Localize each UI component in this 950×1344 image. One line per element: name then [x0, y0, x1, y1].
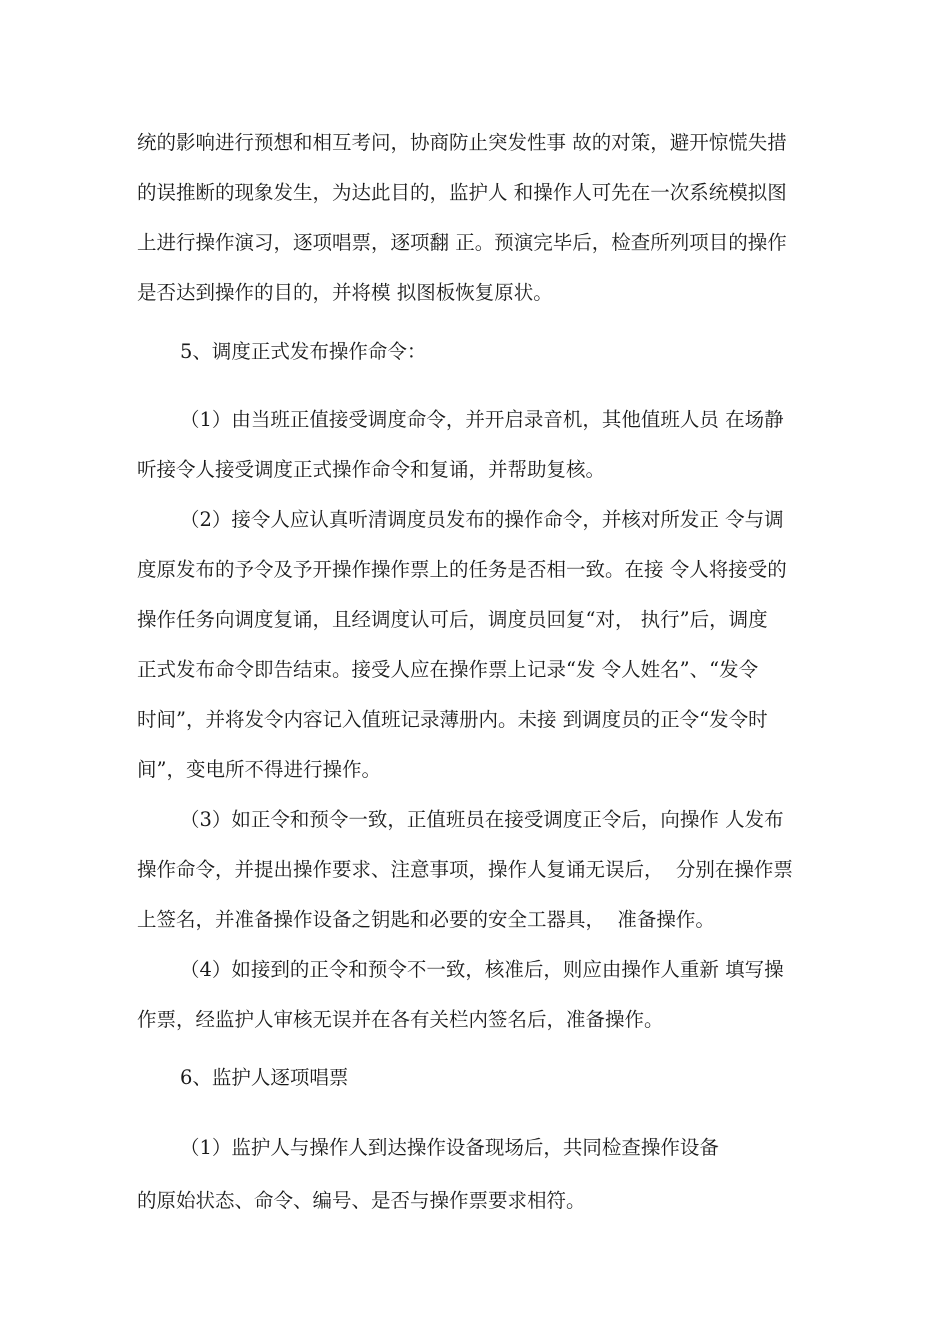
text-line: 的原始状态、命令、编号、是否与操作票要求相符。: [137, 1189, 586, 1212]
text-line: 操作任务向调度复诵，且经调度认可后，调度员回复“对， 执行”后，调度: [137, 608, 768, 631]
text-line: （1）监护人与操作人到达操作设备现场后，共同检查操作设备: [180, 1136, 719, 1159]
text-line: 时间”，并将发令内容记入值班记录薄册内。未接 到调度员的正令“发令时: [137, 708, 768, 731]
text-line: 操作命令，并提出操作要求、注意事项，操作人复诵无误后， 分别在操作票: [137, 858, 793, 881]
text-line: 听接令人接受调度正式操作命令和复诵，并帮助复核。: [137, 458, 606, 481]
text-line: （1）由当班正值接受调度命令，并开启录音机，其他值班人员 在场静: [180, 408, 784, 431]
section-heading: 6、监护人逐项唱票: [180, 1066, 349, 1089]
text-line: 作票，经监护人审核无误并在各有关栏内签名后，准备操作。: [137, 1008, 664, 1031]
text-line: 上进行操作演习，逐项唱票，逐项翻 正。预演完毕后，检查所列项目的操作: [137, 231, 787, 254]
text-line: 上签名，并准备操作设备之钥匙和必要的安全工器具， 准备操作。: [137, 908, 715, 931]
text-line: 间”，变电所不得进行操作。: [137, 758, 381, 781]
text-line: （2）接令人应认真听清调度员发布的操作命令，并核对所发正 令与调: [180, 508, 784, 531]
text-line: 正式发布命令即告结束。接受人应在操作票上记录“发 令人姓名”、“发令: [137, 658, 759, 681]
text-line: （4）如接到的正令和预令不一致，核准后，则应由操作人重新 填写操: [180, 958, 784, 981]
text-line: 的误推断的现象发生，为达此目的，监护人 和操作人可先在一次系统模拟图: [137, 181, 787, 204]
text-line: 是否达到操作的目的，并将模 拟图板恢复原状。: [137, 281, 553, 304]
section-heading: 5、调度正式发布操作命令：: [180, 340, 427, 363]
text-line: 统的影响进行预想和相互考问，协商防止突发性事 故的对策，避开惊慌失措: [137, 131, 787, 154]
text-line: （3）如正令和预令一致，正值班员在接受调度正令后，向操作 人发布: [180, 808, 784, 831]
text-line: 度原发布的予令及予开操作操作票上的任务是否相一致。在接 令人将接受的: [137, 558, 787, 581]
